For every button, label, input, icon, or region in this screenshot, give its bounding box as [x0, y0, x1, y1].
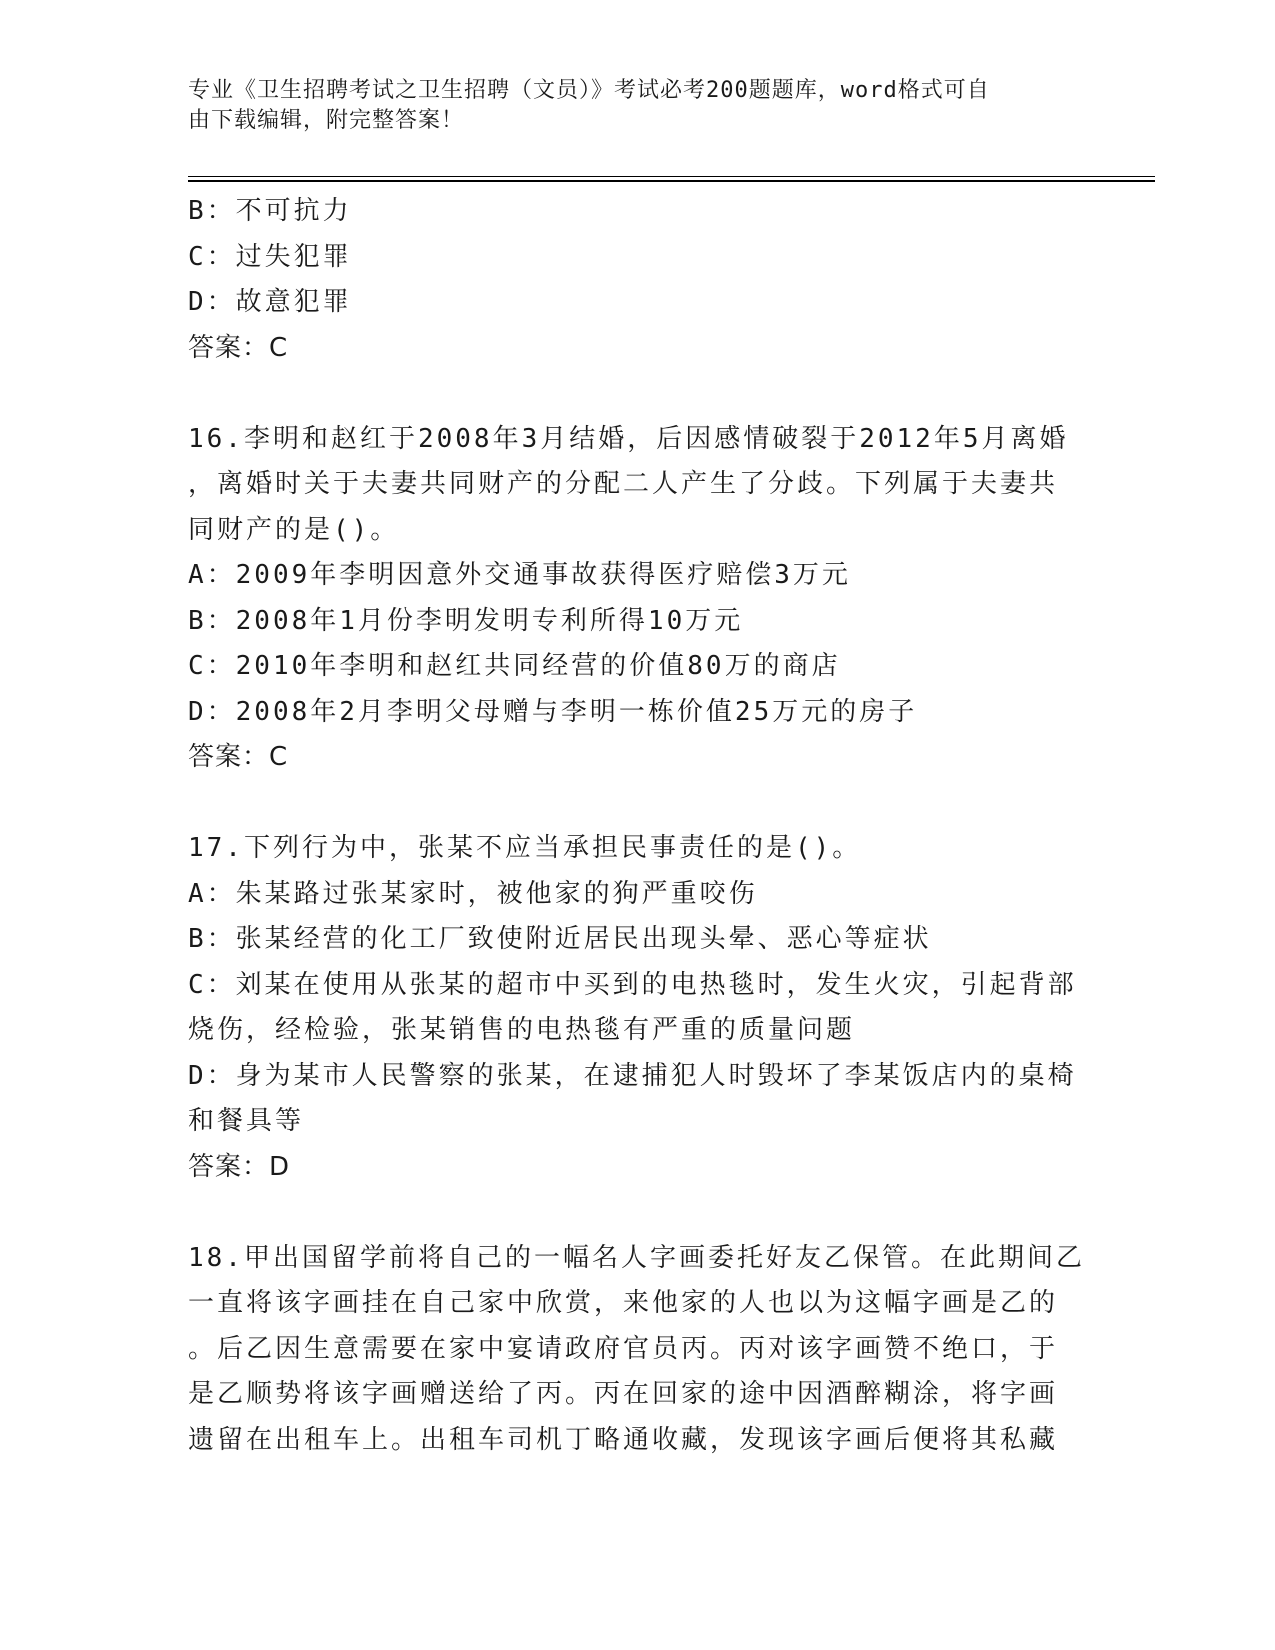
option-c-continued: 烧伤，经检验，张某销售的电热毯有严重的质量问题: [188, 1015, 856, 1045]
question-stem-line: 16.李明和赵红于2008年3月结婚，后因感情破裂于2012年5月离婚: [188, 423, 1069, 454]
question-stem-line: 同财产的是()。: [188, 514, 400, 545]
question-18: [188, 1236, 1088, 1464]
question-stem-line: 是乙顺势将该字画赠送给了丙。丙在回家的途中因酒醉糊涂，将字画: [188, 1379, 1059, 1409]
question-17: [188, 826, 1088, 1190]
spacer: [188, 1190, 1088, 1236]
answer-line: 答案：C: [188, 742, 289, 772]
question-stem-line: 一直将该字画挂在自己家中欣赏，来他家的人也以为这幅字画是乙的: [188, 1288, 1059, 1318]
option-c: C：刘某在使用从张某的超市中买到的电热毯时，发生火灾，引起背部: [188, 969, 1077, 1000]
question-stem-line: 遗留在出租车上。出租车司机丁略通收藏，发现该字画后便将其私藏: [188, 1424, 1059, 1455]
spacer: [188, 781, 1088, 827]
question-stem-line: 18.甲出国留学前将自己的一幅名人字画委托好友乙保管。在此期间乙: [188, 1242, 1085, 1273]
question-16: [188, 417, 1088, 781]
option-d: D：故意犯罪: [188, 287, 352, 317]
option-b: B：张某经营的化工厂致使附近居民出现头晕、恶心等症状: [188, 924, 932, 954]
option-c: C：过失犯罪: [188, 241, 352, 272]
option-a: A：朱某路过张某家时，被他家的狗严重咬伤: [188, 878, 758, 909]
question-stem-line: 17.下列行为中，张某不应当承担民事责任的是()。: [188, 833, 862, 863]
question-stem-line: 。后乙因生意需要在家中宴请政府官员丙。丙对该字画赞不绝口，于: [188, 1333, 1059, 1364]
question-15: [188, 189, 1088, 371]
spacer: [188, 371, 1088, 417]
header-divider-thin: [188, 176, 1155, 177]
option-d: D：2008年2月李明父母赠与李明一栋价值25万元的房子: [188, 696, 918, 727]
document-header: [188, 76, 1068, 136]
option-b: B：不可抗力: [188, 196, 352, 226]
option-c: C：2010年李明和赵红共同经营的价值80万的商店: [188, 651, 841, 681]
option-d-continued: 和餐具等: [188, 1106, 305, 1136]
header-line-1: 专业《卫生招聘考试之卫生招聘（文员）》考试必考200题题库，word格式可自: [188, 78, 990, 103]
answer-line: 答案：D: [188, 1151, 291, 1182]
option-d: D：身为某市人民警察的张某，在逮捕犯人时毁坏了李某饭店内的桌椅: [188, 1060, 1077, 1091]
option-a: A：2009年李明因意外交通事故获得医疗赔偿3万元: [188, 560, 851, 590]
answer-line: 答案：C: [188, 332, 289, 363]
header-line-2: 由下载编辑，附完整答案！: [188, 108, 465, 133]
question-stem-line: ，离婚时关于夫妻共同财产的分配二人产生了分歧。下列属于夫妻共: [188, 469, 1059, 499]
option-b: B：2008年1月份李明发明专利所得10万元: [188, 605, 744, 636]
document-body: [188, 189, 1088, 1463]
header-divider-thick: [188, 180, 1155, 182]
